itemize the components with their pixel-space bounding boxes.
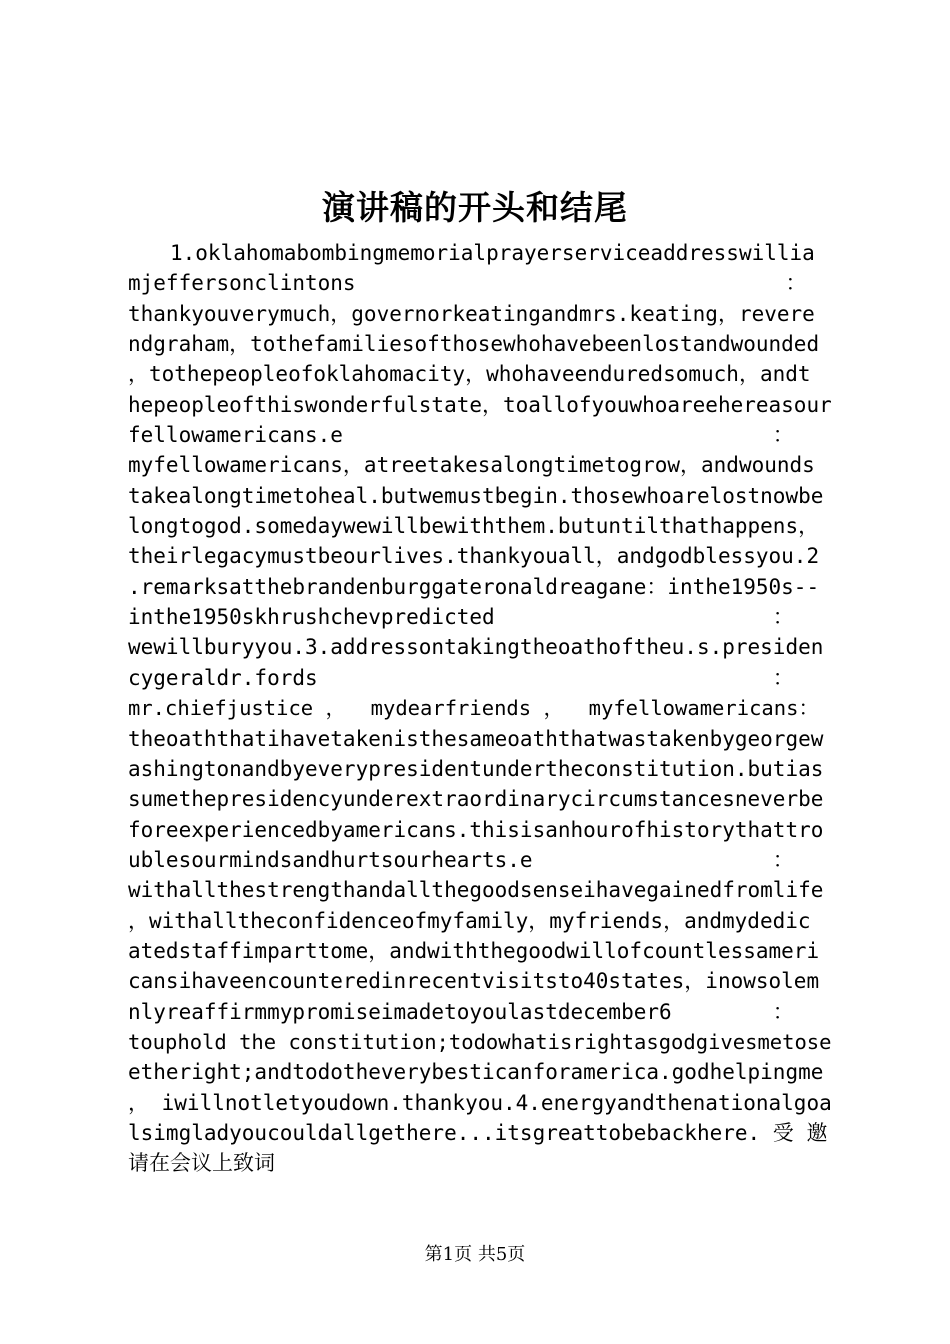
text-line: withallthestrengthandallthegoodsenseihavegainedfromlife: [128, 878, 824, 903]
text-line: sumethepresidencyunderextraordinarycircumstancesneverbe: [128, 787, 824, 812]
text-line: etheright;andtodotheverybesticanforamerica.godhelpingme: [128, 1060, 824, 1085]
text-line: atedstaffimparttome，andwiththegoodwillofcountlessameri: [128, 938, 820, 963]
text-line: ashingtonandbyeverypresidentundertheconstitution.butias: [128, 756, 824, 781]
text-line: .remarksatthebrandenburggateronaldreagane：inthe1950s--: [128, 574, 820, 599]
text-line: thankyouverymuch，governorkeatingandmrs.keating，revere: [128, 301, 815, 326]
text-line: cygeraldr.fords ：: [128, 665, 794, 690]
text-line: myfellowamericans，atreetakesalongtimetogrow，andwounds: [128, 453, 815, 478]
text-line: 请在会议上致词: [128, 1151, 275, 1176]
text-line: longtogod.somedaywewillbewiththem.butuntilthathappens，: [128, 514, 820, 539]
text-line: mr.chiefjustice ， mydearfriends ， myfellowamericans：: [128, 696, 819, 721]
text-line: takealongtimetoheal.butwemustbegin.thosewhoarelostnowbe: [128, 483, 824, 508]
text-line: ndgraham，tothefamiliesofthosewhohavebeenlostandwounded: [128, 332, 820, 357]
text-line: ，withalltheconfidenceofmyfamily，myfriends，andmydedic: [128, 908, 811, 933]
text-line: cansihaveencounteredinrecentvisitsto40states，inowsolem: [128, 969, 820, 994]
text-line: wewillburyyou.3.addressontakingtheoathoftheu.s.presiden: [128, 635, 824, 660]
document-body: [128, 238, 832, 1179]
text-line: fellowamericans.e ：: [128, 423, 794, 448]
page-footer: 第1页 共5页: [424, 1244, 526, 1265]
text-line: mjeffersonclintons ：: [128, 271, 807, 296]
text-line: ，tothepeopleofoklahomacity，whohaveenduredsomuch，andt: [128, 362, 811, 387]
text-line: ， iwillnotletyoudown.thankyou.4.energyandthenationalgoa: [128, 1090, 832, 1115]
text-line: 1.oklahomabombingmemorialprayerserviceaddresswillia: [128, 241, 815, 265]
text-line: inthe1950skhrushchevpredicted ：: [128, 605, 794, 630]
text-line: hepeopleofthiswonderfulstate，toallofyouwhoareehereasour: [128, 392, 832, 417]
text-line: theirlegacymustbeourlives.thankyouall，andgodblessyou.2: [128, 544, 820, 569]
text-line: nlyreaffirmmypromiseimadetoyoulastdecember6 ：: [128, 999, 794, 1024]
page-title: 演讲稿的开头和结尾: [322, 188, 628, 227]
text-line: touphold the constitution;todowhatisrightasgodgivesmetose: [128, 1029, 832, 1054]
text-line: foreexperiencedbyamericans.thisisanhourofhistorythattro: [128, 817, 824, 842]
text-line: lsimgladyoucouldallgethere...itsgreattobebackhere. 受 邀: [128, 1120, 828, 1145]
text-line: theoaththatihavetakenisthesameoaththatwastakenbygeorgew: [128, 726, 824, 751]
text-line: ublesourmindsandhurtsourhearts.e ：: [128, 847, 794, 872]
